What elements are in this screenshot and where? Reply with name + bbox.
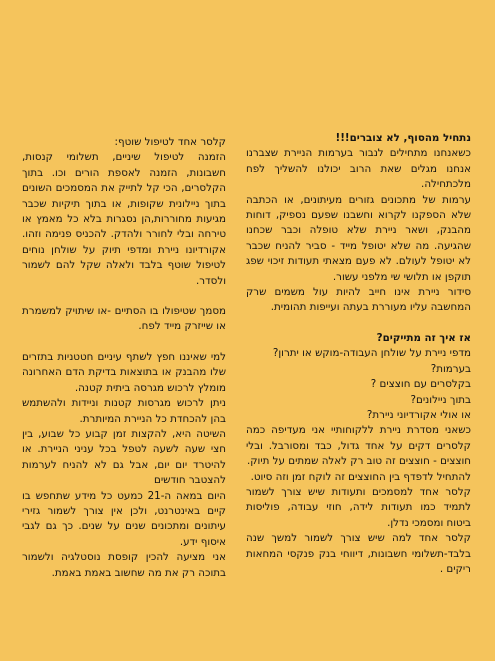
paragraph: קלסר אחד למסמכים ותעודות שיש צורך לשמור לתמיד כמו תעודות לידה, חוזי עבודה, פוליסות ביטוח ומסמכי נדלן. <box>246 485 471 529</box>
paragraph: כשאנחנו מתחילים לנבור בערמות הניירת שצברנו אנחנו מגלים שאת הרוב יכולנו להשליך לפח מלכתחילה. <box>246 147 471 191</box>
paragraph: ערמות של מתכונים גזורים מעיתונים, או הכתבה שלא הספקנו לקרוא וחשבנו שפעם נספיק, דוחות מהבנק, ושאר ניירת שלא טופלה וכבר שכחנו שהגיעה. מה שלא יטופל מייד - סביר להניח שכבר לא יטופל לעולם. לא פעם מצאתי תעודות זיכוי שפג תוקפן או תלושי שי מלפני עשור. <box>246 193 471 283</box>
paragraph: קלסר אחד לטיפול שוטף: <box>114 136 226 148</box>
paragraph: להתחיל לדפדף בין החוצצים זה לוקח זמן וזה סיוט. <box>250 470 471 483</box>
paragraph: אני מציעה להכין קופסת נוסטלגיה ולשמור בתוכה רק את מה שחשוב באמת באמת. <box>22 551 226 579</box>
paragraph: השיטה היא, להקצות זמן קבוע כל שבוע, בין חצי שעה לשעה לטפל בכל עניני הניירת. או להיטרד יום יום, אבל גם לא להניח לערמות להצטבר חודשים <box>22 427 226 487</box>
paragraph: או אולי אקורדיוני ניירת? <box>366 408 471 421</box>
paragraph: ניתן לרכוש מגרסות קטנות וניידות ולהשתמש בהן להכחדת כל הניירת המיותרת. <box>22 397 226 425</box>
section-heading: נתחיל מהסוף, לא צוברים!!! <box>335 132 471 144</box>
paragraph-gap <box>22 335 226 350</box>
paragraph-gap <box>246 316 471 331</box>
paragraph: מדפי ניירת על שולחן העבודה-מוקש או יתרון? <box>272 347 471 360</box>
right-column <box>246 131 471 577</box>
paragraph: היום במאה ה-21 כמעט כל מידע שתחפש בו קיים באינטרנט, ולכן אין צורך לשמור גזירי עיתונים ומתכונים שנים על שנים. כך גם לגבי איסוף ידע. <box>22 489 226 548</box>
paragraph: בתוך ניילונים? <box>410 393 471 406</box>
paragraph: למי שאיננו חפץ לשתף עיניים חטטניות בתזרים שלו מהבנק או בתוצאות בדיקת הדם האחרונה מומלץ לרכוש מגרסה ביתית קטנה. <box>22 350 226 394</box>
paragraph: מסמך שטיפולו בו הסתיים -או שיתויק למשמרת או שייזרק מייד לפח. <box>22 305 226 333</box>
section-heading: אז איך זה מתייקים? <box>376 331 471 344</box>
paragraph: כשאני מסדרת ניירת ללקוחותיי אני מעדיפה כמה קלסרים דקים על אחד גדול, כבד ומסורבל. ובלי חוצצים - חוצצים זה טוב רק לאלה שמתים על תיוק. <box>246 424 471 468</box>
paragraph: הזמנה לטיפול שיניים, תשלומי קנסות, חשבונות, הזמנה לאספת הורים וכו. בתוך הקלסרים, הכי קל לתייק את המסמכים השונים בתוך ניילונית שקופות, או בתוך תיקיות שכבר מגיעות מחוררות,הן נסגרות בלא כל מאמץ או טירחה ובלי לחורר ולהדק. להכניס פנימה וזהו. אקורדיונו ניירת ומדפי תיוק על שולחן נוחים לטיפול שוטף בלבד ולאלה שקל להם לשמור ולסדר. <box>22 151 226 287</box>
paragraph: בערמות? <box>430 362 471 375</box>
paragraph: בקלסרים עם חוצצים ? <box>370 378 471 391</box>
paragraph: קלסר אחד למה שיש צורך לשמור למשך שנה בלבד-תשלומי חשבונות, דיווחי בנק פנקסי המחאות ריקים . <box>246 532 471 575</box>
paragraph-gap <box>22 289 226 304</box>
paragraph: סידור ניירת אינו חייב להיות עול משמים שרק המחשבה עליו מעוררת בעתה ועייפות תהומית. <box>246 286 471 314</box>
left-column <box>22 135 226 581</box>
